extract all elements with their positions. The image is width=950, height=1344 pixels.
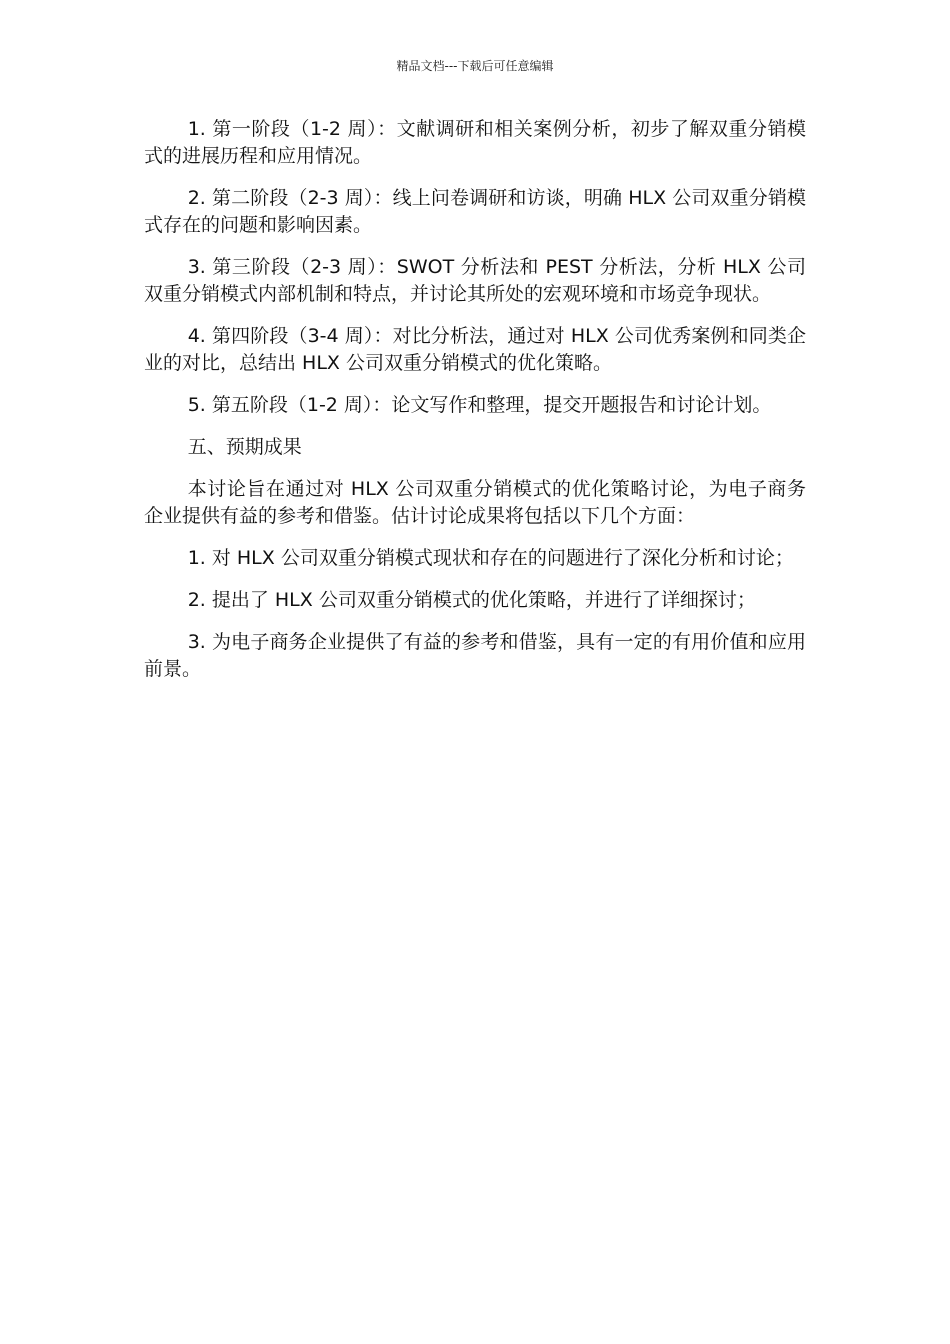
page-header: 精品文档---下载后可任意编辑 — [396, 59, 554, 73]
stage-4-paragraph: 4. 第四阶段（3-4 周）：对比分析法，通过对 HLX 公司优秀案例和同类企业的对比，总结出 HLX 公司双重分销模式的优化策略。 — [144, 325, 806, 374]
stage-1-paragraph: 1. 第一阶段（1-2 周）：文献调研和相关案例分析，初步了解双重分销模式的进展历程和应用情况。 — [144, 118, 806, 167]
result-item-2: 2. 提出了 HLX 公司双重分销模式的优化策略，并进行了详细探讨； — [187, 589, 756, 611]
result-item-3: 3. 为电子商务企业提供了有益的参考和借鉴，具有一定的有用价值和应用前景。 — [144, 631, 806, 680]
expected-results-intro: 本讨论旨在通过对 HLX 公司双重分销模式的优化策略讨论，为电子商务企业提供有益的参考和借鉴。估计讨论成果将包括以下几个方面： — [144, 478, 806, 527]
stage-5-paragraph: 5. 第五阶段（1-2 周）：论文写作和整理，提交开题报告和讨论计划。 — [187, 394, 772, 416]
result-item-1: 1. 对 HLX 公司双重分销模式现状和存在的问题进行了深化分析和讨论； — [187, 547, 794, 569]
stage-2-paragraph: 2. 第二阶段（2-3 周）：线上问卷调研和访谈，明确 HLX 公司双重分销模式存在的问题和影响因素。 — [144, 187, 806, 236]
stage-3-paragraph: 3. 第三阶段（2-3 周）：SWOT 分析法和 PEST 分析法，分析 HLX 公司双重分销模式内部机制和特点，并讨论其所处的宏观环境和市场竞争现状。 — [144, 256, 806, 305]
section-heading-expected-results: 五、预期成果 — [187, 436, 302, 458]
document-body — [144, 116, 806, 698]
